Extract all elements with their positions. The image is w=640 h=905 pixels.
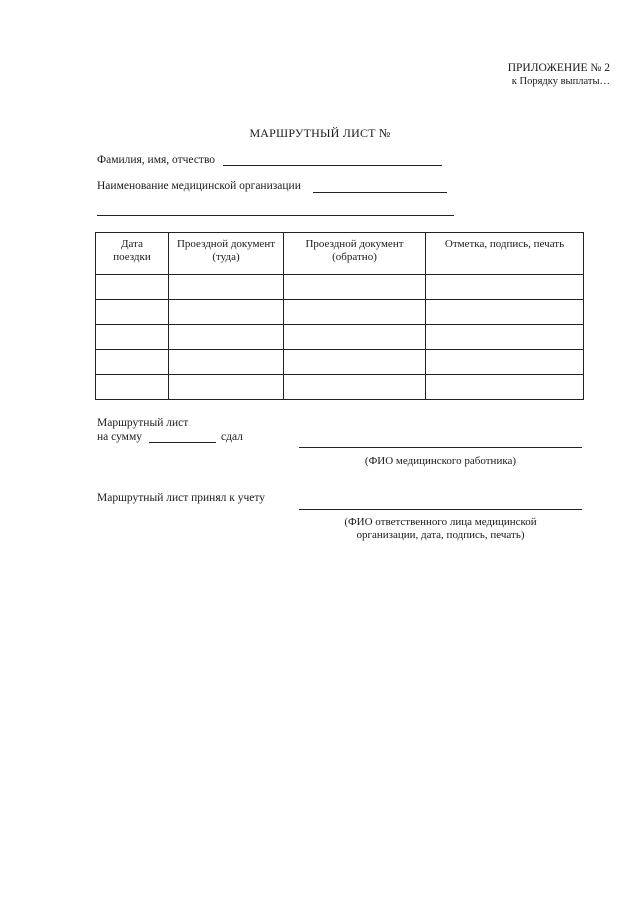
responsible-signature-field[interactable] [299, 509, 582, 510]
sum-suffix-label: сдал [221, 431, 243, 443]
responsible-caption-line: организации, дата, подпись, печать) [356, 529, 525, 541]
column-header-line: Проездной документ [305, 238, 404, 250]
table-cell-signature[interactable] [426, 325, 584, 350]
organization-field[interactable] [313, 192, 447, 193]
table-cell-signature[interactable] [426, 275, 584, 300]
table-row [96, 300, 584, 325]
table-header-row [96, 233, 584, 275]
table-cell-ticket-back[interactable] [284, 375, 426, 400]
full-name-label: Фамилия, имя, отчество [97, 154, 216, 166]
appendix-subtitle: к Порядку выплаты… [511, 76, 610, 87]
table-row [96, 350, 584, 375]
organization-label: Наименование медицинской организации [97, 180, 301, 192]
column-header-line: Проездной документ [176, 238, 276, 250]
full-name-field[interactable] [223, 165, 442, 166]
sum-field[interactable] [149, 442, 216, 443]
table-cell-ticket-back[interactable] [284, 275, 426, 300]
table-cell-signature[interactable] [426, 350, 584, 375]
table-cell-ticket-back[interactable] [284, 350, 426, 375]
table-row [96, 275, 584, 300]
table-cell-date[interactable] [96, 350, 169, 375]
table-cell-ticket-there[interactable] [169, 275, 284, 300]
table-cell-ticket-back[interactable] [284, 325, 426, 350]
table-cell-ticket-there[interactable] [169, 325, 284, 350]
table-cell-signature[interactable] [426, 375, 584, 400]
column-header-signature [426, 233, 584, 275]
responsible-caption [299, 516, 582, 542]
worker-signature-field[interactable] [299, 447, 582, 448]
accepted-label: Маршрутный лист принял к учету [97, 492, 265, 504]
organization-field-continuation[interactable] [97, 215, 454, 216]
column-header-line: (туда) [212, 251, 240, 263]
column-header-line: Отметка, подпись, печать [444, 238, 565, 250]
responsible-caption-line: (ФИО ответственного лица медицинской [344, 516, 537, 528]
table-cell-date[interactable] [96, 300, 169, 325]
column-header-line: поездки [113, 251, 151, 263]
document-title: МАРШРУТНЫЙ ЛИСТ № [249, 126, 391, 140]
table-cell-ticket-back[interactable] [284, 300, 426, 325]
route-table [95, 232, 584, 400]
column-header-date [96, 233, 169, 275]
table-cell-date[interactable] [96, 275, 169, 300]
table-cell-date[interactable] [96, 375, 169, 400]
column-header-line: (обратно) [332, 251, 377, 263]
column-header-ticket-there [169, 233, 284, 275]
sum-prefix-label: на сумму [97, 431, 142, 443]
route-sheet-label: Маршрутный лист [97, 417, 189, 429]
column-header-ticket-back [284, 233, 426, 275]
table-cell-signature[interactable] [426, 300, 584, 325]
table-cell-date[interactable] [96, 325, 169, 350]
column-header-line: Дата [121, 238, 143, 250]
table-cell-ticket-there[interactable] [169, 300, 284, 325]
table-row [96, 325, 584, 350]
table-cell-ticket-there[interactable] [169, 375, 284, 400]
appendix-header [508, 62, 610, 88]
table-cell-ticket-there[interactable] [169, 350, 284, 375]
table-row [96, 375, 584, 400]
appendix-title: ПРИЛОЖЕНИЕ № 2 [507, 62, 610, 74]
worker-caption: (ФИО медицинского работника) [364, 455, 517, 467]
